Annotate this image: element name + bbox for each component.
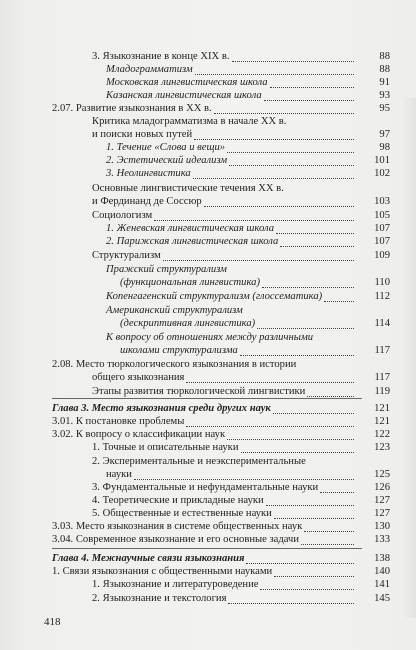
- toc-entry: [106, 168, 356, 181]
- toc-entry-title: Структурализм: [92, 250, 161, 261]
- toc-entry: [106, 142, 356, 155]
- toc-entry-title: Основные лингвистические течения XX в.: [92, 183, 284, 194]
- toc-entry-title: Глава 4. Межнаучные связи языкознания: [52, 553, 245, 564]
- toc-page-number: 114: [374, 318, 390, 329]
- toc-entry: [92, 129, 356, 142]
- toc-entry-title: и поиски новых путей: [92, 129, 193, 140]
- toc-entry-title: и Фердинанд де Соссюр: [92, 196, 202, 207]
- toc-page-number: 88: [379, 51, 390, 62]
- toc-entry: [120, 318, 356, 331]
- toc-entry-title: 1. Связи языкознания с общественными науками: [52, 566, 273, 577]
- leader-dots: [262, 286, 354, 288]
- leader-dots: [304, 530, 354, 532]
- toc-page-number: 97: [379, 129, 390, 140]
- toc-page-number: 95: [379, 103, 390, 114]
- toc-entry: [52, 103, 356, 116]
- toc-page-number: 109: [374, 250, 390, 261]
- toc-entry-title: 3. Фундаментальные и нефундаментальные науки: [92, 482, 319, 493]
- toc-page-number: 102: [374, 168, 390, 179]
- toc-page-number: 117: [374, 372, 390, 383]
- toc-entry-title: 3.04. Современное языкознание и его основные задачи: [52, 534, 300, 545]
- toc-entry: [52, 429, 356, 442]
- toc-entry-title: 1. Языкознание и литературоведение: [92, 579, 259, 590]
- toc-entry-title: 3.01. К постановке проблемы: [52, 416, 185, 427]
- toc-entry: [106, 77, 356, 90]
- toc-entry: [92, 495, 356, 508]
- toc-entry: [92, 250, 356, 263]
- toc-page-number: 105: [374, 210, 390, 221]
- toc-entry-title: Глава 3. Место языкознания среди других наук: [52, 403, 271, 414]
- toc-entry-title: Критика младограмматизма в начале XX в.: [92, 116, 287, 127]
- toc-entry: [92, 482, 356, 495]
- toc-entry: [92, 579, 356, 592]
- toc-entry: [106, 291, 356, 304]
- toc-page-number: 123: [374, 442, 390, 453]
- toc-page-number: 93: [379, 90, 390, 101]
- toc-entry: [106, 264, 356, 277]
- toc-entry-title: 3.02. К вопросу о классификации наук: [52, 429, 226, 440]
- toc-entry-title: Пражский структурализм: [106, 264, 227, 275]
- leader-dots: [194, 138, 354, 140]
- toc-page-number: 121: [374, 416, 390, 427]
- toc-page-number: 138: [374, 553, 390, 564]
- toc-entry: [106, 305, 356, 318]
- toc-entry: [92, 51, 356, 64]
- toc-entry: [120, 345, 356, 358]
- toc-page-number: 101: [374, 155, 390, 166]
- leader-dots: [227, 151, 354, 153]
- leader-dots: [260, 588, 354, 590]
- leader-dots: [240, 354, 354, 356]
- toc-entry: [52, 566, 356, 579]
- toc-entry-title: 1. Течение «Слова и вещи»: [106, 142, 226, 153]
- leader-dots: [214, 112, 354, 114]
- leader-dots: [320, 491, 354, 493]
- toc-entry-title: 1. Женевская лингвистическая школа: [106, 223, 275, 234]
- toc-entry-title: 3. Языкознание в конце XIX в.: [92, 51, 230, 62]
- toc-entry: [52, 403, 356, 416]
- leader-dots: [273, 412, 354, 414]
- leader-dots: [227, 438, 354, 440]
- toc-entry-title: Казанская лингвистическая школа: [106, 90, 262, 101]
- toc-entry-title: школами структурализма: [120, 345, 238, 356]
- leader-dots: [193, 177, 354, 179]
- toc-entry-title: 2. Эстетический идеализм: [106, 155, 228, 166]
- toc-entry: [106, 332, 356, 345]
- toc-page-number: 110: [374, 277, 390, 288]
- toc-page-number: 91: [379, 77, 390, 88]
- toc-page-number: 127: [374, 508, 390, 519]
- toc-page-number: 140: [374, 566, 390, 577]
- page-number: 418: [44, 616, 61, 628]
- toc-entry: [106, 469, 356, 482]
- leader-dots: [280, 245, 354, 247]
- leader-dots: [301, 543, 354, 545]
- toc-page-number: 122: [374, 429, 390, 440]
- toc-entry-title: 2. Парижская лингвистическая школа: [106, 236, 279, 247]
- toc-entry-title: 2. Языкознание и текстология: [92, 593, 227, 604]
- leader-dots: [270, 86, 354, 88]
- toc-page-number: 127: [374, 495, 390, 506]
- toc-entry: [106, 236, 356, 249]
- toc-entry-title: 2.07. Развитие языкознания в XX в.: [52, 103, 212, 114]
- toc-entry-title: Американский структурализм: [106, 305, 243, 316]
- toc-entry: [92, 210, 356, 223]
- leader-dots: [186, 425, 354, 427]
- leader-dots: [274, 575, 354, 577]
- toc-entry-title: общего языкознания: [92, 372, 185, 383]
- leader-dots: [232, 60, 355, 62]
- toc-entry-title: 4. Теоретические и прикладные науки: [92, 495, 264, 506]
- toc-entry-title: Московская лингвистическая школа: [106, 77, 268, 88]
- toc-page-number: 117: [374, 345, 390, 356]
- toc-entry: [106, 155, 356, 168]
- toc-entry-title: 2. Экспериментальные и неэкспериментальные: [92, 456, 306, 467]
- chapter-divider: [52, 398, 362, 399]
- toc-page-number: 130: [374, 521, 390, 532]
- leader-dots: [163, 259, 354, 261]
- toc-entry-title: науки: [106, 469, 132, 480]
- toc-page-number: 126: [374, 482, 390, 493]
- toc-page-number: 88: [379, 64, 390, 75]
- toc-entry-title: (функциональная лингвистика): [120, 277, 260, 288]
- leader-dots: [154, 219, 354, 221]
- toc-entry: [52, 534, 356, 547]
- toc-entry: [92, 196, 356, 209]
- toc-entry: [106, 64, 356, 77]
- toc-page-number: 107: [374, 223, 390, 234]
- toc-entry-title: 3.03. Место языкознания в системе общественных наук: [52, 521, 303, 532]
- toc-entry-title: Социологизм: [92, 210, 153, 221]
- leader-dots: [276, 232, 354, 234]
- toc-entry: [106, 90, 356, 103]
- toc-page-number: 107: [374, 236, 390, 247]
- toc-page-number: 133: [374, 534, 390, 545]
- toc-page-number: 98: [379, 142, 390, 153]
- toc-entry: [120, 277, 356, 290]
- toc-entry-title: (дескриптивная лингвистика): [120, 318, 256, 329]
- page-edge-shadow: [400, 98, 416, 618]
- toc-entry-title: 5. Общественные и естественные науки: [92, 508, 272, 519]
- toc-page-number: 141: [374, 579, 390, 590]
- toc-entry-title: К вопросу об отношениях между различными: [106, 332, 314, 343]
- toc-page-number: 145: [374, 593, 390, 604]
- toc-page-number: 125: [374, 469, 390, 480]
- toc-entry-title: Младограмматизм: [106, 64, 193, 75]
- toc-entry: [92, 593, 356, 606]
- chapter-divider: [52, 548, 362, 549]
- leader-dots: [246, 562, 354, 564]
- toc-entry-title: 2.08. Место тюркологического языкознания в истории: [52, 359, 297, 370]
- leader-dots: [229, 164, 354, 166]
- toc-page-number: 119: [374, 386, 390, 397]
- leader-dots: [134, 478, 354, 480]
- toc-entry: [52, 553, 356, 566]
- toc-page-number: 121: [374, 403, 390, 414]
- leader-dots: [228, 602, 354, 604]
- toc-entry-title: 1. Точные и описательные науки: [92, 442, 239, 453]
- toc-entry: [92, 508, 356, 521]
- leader-dots: [195, 73, 354, 75]
- leader-dots: [307, 395, 354, 397]
- toc-entry: [52, 521, 356, 534]
- leader-dots: [241, 451, 354, 453]
- leader-dots: [266, 504, 354, 506]
- toc-page-number: 103: [374, 196, 390, 207]
- leader-dots: [264, 99, 354, 101]
- leader-dots: [204, 205, 354, 207]
- leader-dots: [324, 300, 354, 302]
- toc-entry-title: Этапы развития тюркологической лингвистики: [92, 386, 306, 397]
- leader-dots: [274, 517, 354, 519]
- toc-entry: [52, 359, 356, 372]
- toc-entry: [92, 442, 356, 455]
- toc-page-number: 112: [374, 291, 390, 302]
- leader-dots: [257, 327, 354, 329]
- toc-entry: [106, 223, 356, 236]
- toc-entry: [92, 372, 356, 385]
- leader-dots: [186, 381, 354, 383]
- toc-entry-title: 3. Неолингвистика: [106, 168, 191, 179]
- toc-entry-title: Копенгагенский структурализм (глоссематика): [106, 291, 323, 302]
- toc-entry: [92, 386, 356, 399]
- toc-entry: [92, 456, 356, 469]
- toc-entry: [92, 183, 356, 196]
- toc-entry: [52, 416, 356, 429]
- toc-entry: [92, 116, 356, 129]
